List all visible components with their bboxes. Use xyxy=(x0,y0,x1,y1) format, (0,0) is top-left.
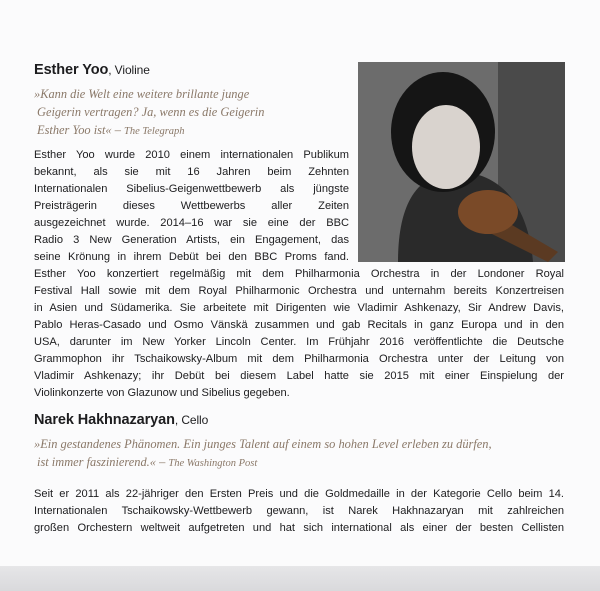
quote-line xyxy=(34,453,554,473)
page-bottom-edge xyxy=(0,566,600,591)
quote-source: The Washington Post xyxy=(168,458,258,469)
bio-paragraph xyxy=(34,486,564,537)
press-quote xyxy=(34,85,334,141)
bio-line: Violinkonzerte von Glazunow und Sibelius gegeben. xyxy=(34,387,290,399)
quote-line: »Kann die Welt eine weitere brillante junge xyxy=(34,87,250,101)
bio-line: bekannt, als sie mit 16 Jahren beim Zehnten xyxy=(34,166,349,178)
bio-line: Internationalen Tschaikowsky-Wettbewerb gewann, ist Narek Hakhnazaryan mit zahlreichen xyxy=(34,505,564,517)
quote-line: Geigerin vertragen? Ja, wenn es die Geigerin xyxy=(37,105,265,119)
bio-paragraph-narrow xyxy=(34,147,349,266)
bio-line: Internationalen Sibelius-Geigenwettbewerb als jüngste xyxy=(34,183,349,195)
quote-source: The Telegraph xyxy=(123,126,185,137)
bio-line: Radio 3 New Generation Artists, ein Engagement, das xyxy=(34,234,349,246)
bio-line: ausgezeichnet wurde. 2014–16 war sie eine der BBC xyxy=(34,217,349,229)
bio-line: in Asien und Südamerika. Sie arbeitete mit Dirigenten wie Vladimir Ashkenazy, Sir Andrew Davis, xyxy=(34,302,564,314)
bio-paragraph-wide xyxy=(34,266,564,402)
artist-heading-esther-yoo xyxy=(34,62,150,78)
bio-line: Grammophon ihr Tschaikowsky-Album mit dem Philharmonia Orchestra unter der Leitung von xyxy=(34,353,564,365)
quote-text: ist immer faszinierend.« – xyxy=(37,455,169,469)
bio-line: Esther Yoo konzertiert regelmäßig mit dem Philharmonia Orchestra in der Londoner Royal xyxy=(34,268,564,280)
press-quote xyxy=(34,435,554,473)
artist-instrument: , Cello xyxy=(174,413,209,427)
bio-line: seine Krönung in ihrem Debüt bei den BBC Proms fand. xyxy=(34,251,349,263)
quote-text: Esther Yoo ist« – xyxy=(37,123,124,137)
quote-line xyxy=(34,121,334,141)
artist-instrument: , Violine xyxy=(108,63,150,77)
bio-line: Festival Hall sowie mit dem Royal Philharmonic Orchestra und unternahm bereits Konzertreisen xyxy=(34,285,564,297)
artist-photo xyxy=(358,62,565,262)
bio-line: Pablo Heras-Casado und Osmo Vänskä zusammen und gab Recitals in ganz Europa und in den xyxy=(34,319,564,331)
bio-line: Seit er 2011 als 22-jähriger den Ersten Preis und die Goldmedaille in der Kategorie Cello beim 14. xyxy=(34,488,564,500)
bio-line: Esther Yoo wurde 2010 einem internationalen Publikum xyxy=(34,149,349,161)
artist-heading-narek-hakhnazaryan xyxy=(34,412,208,428)
artist-name: Narek Hakhnazaryan xyxy=(34,412,175,428)
bio-line: USA, darunter im New Yorker Lincoln Center. Im Frühjahr 2016 veröffentlichte die Deutsche xyxy=(34,336,564,348)
bio-line: Vladimir Ashkenazy; ihr Debüt bei diesem Label hatte sie 2015 mit einer Einspielung der xyxy=(34,370,564,382)
artist-name: Esther Yoo xyxy=(34,62,109,78)
quote-line: »Ein gestandenes Phänomen. Ein junges Talent auf einem so hohen Level erleben zu dürfen, xyxy=(34,437,492,451)
bio-line: Preisträgerin dieses Wettbewerbs aller Zeiten xyxy=(34,200,349,212)
bio-line: großen Orchestern weltweit aufgetreten und hat sich international als einer der besten Cellisten xyxy=(34,522,564,534)
